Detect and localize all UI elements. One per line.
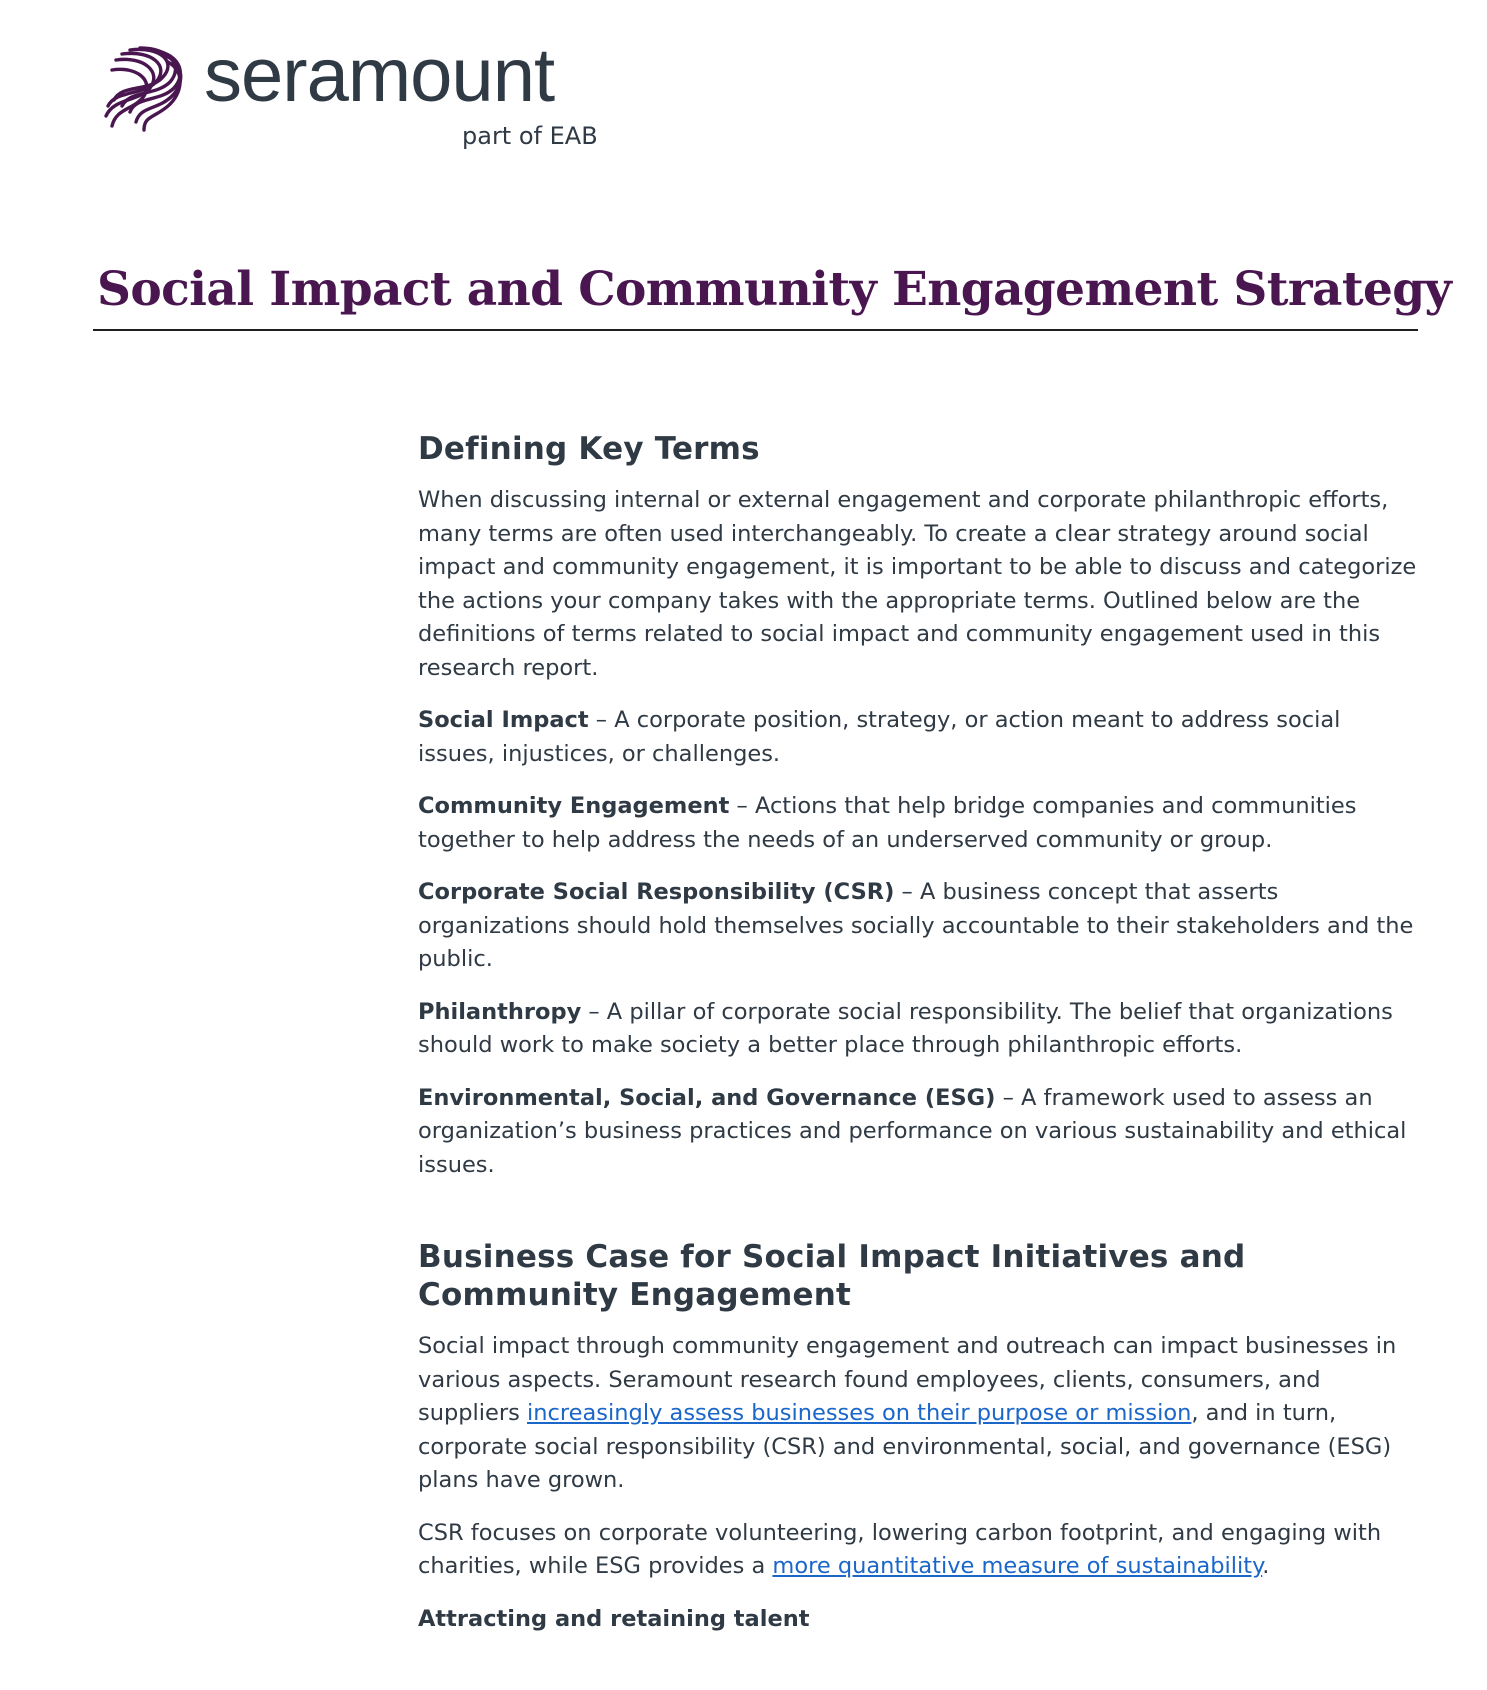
brand-tagline: part of EAB [462, 122, 598, 150]
seramount-wave-logo-icon [100, 44, 186, 134]
term-label: Environmental, Social, and Governance (ESG) [418, 1084, 996, 1111]
definition-social-impact [418, 704, 1418, 771]
definition-esg [418, 1082, 1418, 1183]
sustainability-measure-link[interactable]: more quantitative measure of sustainability [772, 1553, 1263, 1579]
document-title: Social Impact and Community Engagement Strategy [97, 262, 1452, 317]
purpose-mission-research-link[interactable]: increasingly assess businesses on their purpose or mission [527, 1400, 1192, 1426]
paragraph-text: . [1262, 1553, 1270, 1579]
term-definition: – A pillar of corporate social responsibility. The belief that organizations should work to make society a better place through philanthropic efforts. [418, 998, 1393, 1058]
term-label: Philanthropy [418, 998, 582, 1025]
definition-csr [418, 876, 1418, 977]
business-case-paragraph-1 [418, 1330, 1418, 1498]
section-heading-defining-key-terms: Defining Key Terms [418, 431, 760, 467]
term-definition: – A corporate position, strategy, or action meant to address social issues, injustices, or challenges. [418, 707, 1341, 767]
paragraph-text: Social impact through community engagement and outreach can impact businesses in various aspects. Seramount research found employees, clients, consumers, and suppliers [418, 1333, 1397, 1426]
term-label: Community Engagement [418, 793, 730, 819]
definition-philanthropy [418, 996, 1418, 1063]
title-divider [93, 329, 1418, 331]
subheading-attracting-talent: Attracting and retaining talent [418, 1605, 810, 1632]
term-definition: – Actions that help bridge companies and communities together to help address the needs of an underserved community or group. [418, 793, 1357, 853]
term-label: Social Impact [418, 707, 589, 733]
main-content [418, 430, 1418, 1636]
definition-community-engagement [418, 790, 1418, 857]
term-label: Corporate Social Responsibility (CSR) [418, 879, 895, 905]
business-case-paragraph-2 [418, 1517, 1418, 1584]
paragraph-text: , and in turn, corporate social responsibility (CSR) and environmental, social, and governance (ESG) plans have grown. [418, 1400, 1392, 1493]
section-heading-business-case: Business Case for Social Impact Initiatives and Community Engagement [418, 1239, 1246, 1313]
brand-wordmark: seramount [204, 33, 555, 118]
brand-logo [100, 33, 620, 154]
term-definition: – A framework used to assess an organization’s business practices and performance on various sustainability and ethical issues. [418, 1084, 1407, 1178]
section-intro-paragraph: When discussing internal or external engagement and corporate philanthropic efforts, many terms are often used interchangeably. To create a clear strategy around social impact and community engagement, it is important to be able to discuss and categorize the actions your company takes with the appropriate terms. Outlined below are the definitions of terms related to social impact and community engagement used in this research report. [418, 487, 1417, 681]
term-definition: – A business concept that asserts organizations should hold themselves socially accountable to their stakeholders and the public. [418, 879, 1414, 972]
paragraph-text: CSR focuses on corporate volunteering, lowering carbon footprint, and engaging with charities, while ESG provides a [418, 1519, 1382, 1579]
